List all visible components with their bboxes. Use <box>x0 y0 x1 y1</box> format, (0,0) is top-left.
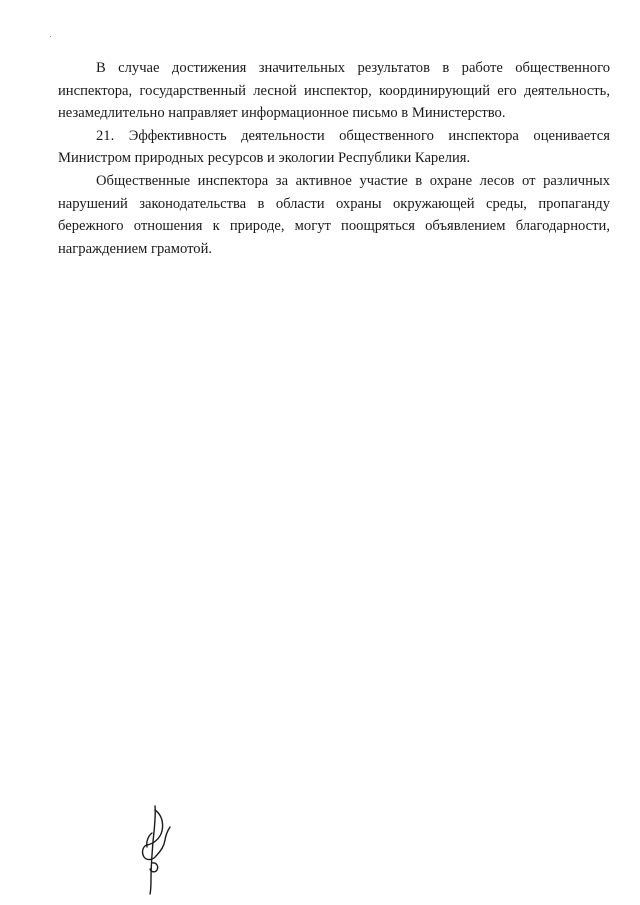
scan-artifact-dot <box>50 36 51 37</box>
document-body <box>58 57 610 260</box>
paragraph-encouragement: Общественные инспектора за активное участие в охране лесов от различных нарушений законодательства в области охраны окружающей среды, пропаганду бережного отношения к природе, могут поощряться объявлением благодарности, награждением грамотой. <box>58 172 610 257</box>
handwritten-signature-icon <box>138 800 174 895</box>
paragraph-results-letter: В случае достижения значительных результатов в работе общественного инспектора, государственный лесной инспектор, координирующий его деятельность, незамедлительно направляет информационное письмо в Министерство. <box>58 60 610 122</box>
paragraph-21-evaluation: 21. Эффективность деятельности общественного инспектора оценивается Министром природных ресурсов и экологии Республики Карелия. <box>58 127 610 167</box>
